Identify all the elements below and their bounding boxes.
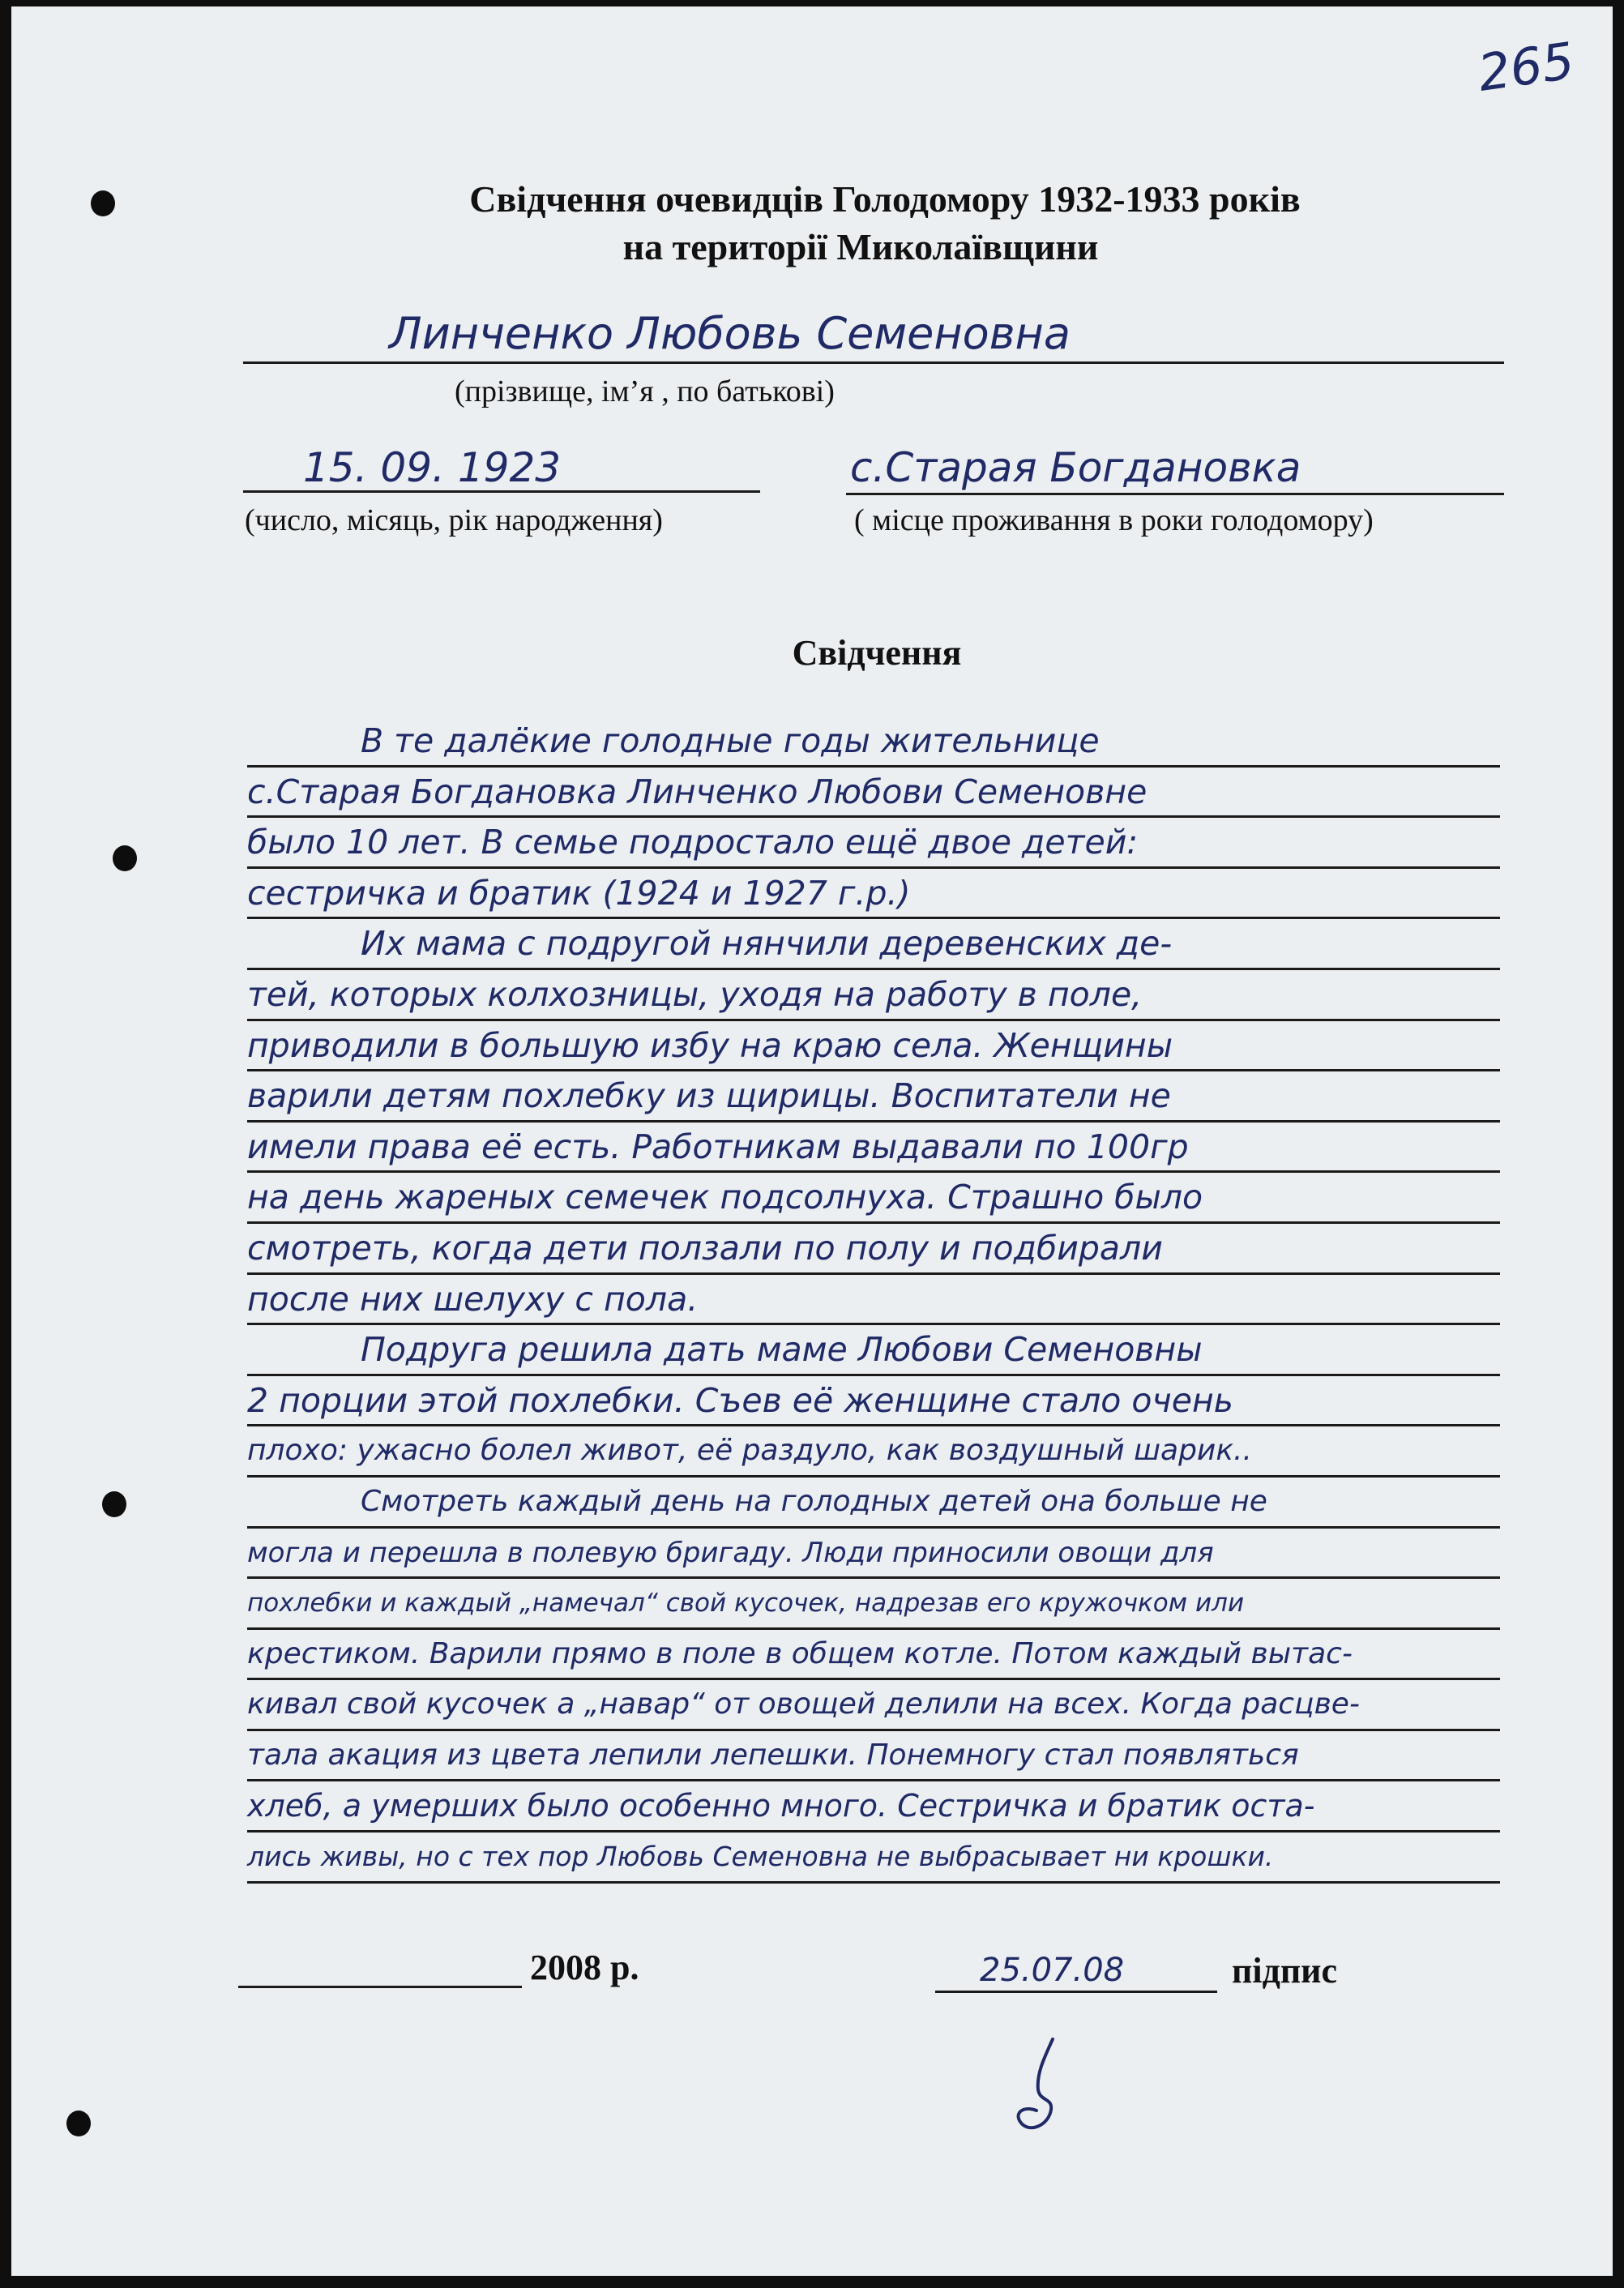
year-label: 2008 р. <box>530 1948 639 1987</box>
testimony-line: плохо: ужасно болел живот, её раздуло, как воздушный шарик.. <box>247 1426 1500 1478</box>
testimony-line: могла и перешла в полевую бригаду. Люди приносили овощи для <box>247 1529 1500 1580</box>
document-subtitle: на території Миколаївщини <box>622 226 1099 267</box>
birth-date-value: 15. 09. 1923 <box>303 444 562 491</box>
birth-date-underline <box>243 490 760 493</box>
testimony-line: на день жареных семечек подсолнуха. Страшно было <box>247 1173 1500 1224</box>
signature-label: підпис <box>1232 1951 1338 1991</box>
date-underline <box>935 1991 1217 1993</box>
testimony-line: с.Старая Богдановка Линченко Любови Семеновне <box>247 768 1500 819</box>
name-value: Линченко Любовь Семеновна <box>389 308 1071 359</box>
testimony-line: В те далёкие голодные годы жительнице <box>247 716 1500 768</box>
punch-hole <box>113 845 137 871</box>
testimony-line: Их мама с подругой нянчили деревенских де- <box>247 919 1500 970</box>
testimony-line: тей, которых колхозницы, уходя на работу в поле, <box>247 970 1500 1021</box>
birth-date-caption: (число, місяць, рік народження) <box>245 503 663 537</box>
testimony-line: приводили в большую избу на краю села. Женщины <box>247 1021 1500 1072</box>
testimony-line: сестричка и братик (1924 и 1927 г.р.) <box>247 869 1500 920</box>
document-page <box>11 6 1613 2276</box>
testimony-text <box>247 716 1500 1884</box>
residence-caption: ( місце проживання в роки голодомору) <box>854 503 1374 537</box>
residence-underline <box>846 493 1504 495</box>
testimony-line: 2 порции этой похлебки. Съев её женщине стало очень <box>247 1376 1500 1427</box>
date-value: 25.07.08 <box>980 1952 1125 1989</box>
testimony-line: варили детям похлебку из щирицы. Воспитатели не <box>247 1071 1500 1123</box>
name-underline <box>243 361 1504 364</box>
punch-hole <box>66 2111 91 2136</box>
testimony-line: крестиком. Варили прямо в поле в общем котле. Потом каждый вытас- <box>247 1630 1500 1681</box>
testimony-line: Подруга решила дать маме Любови Семеновны <box>247 1325 1500 1376</box>
testimony-line: Смотреть каждый день на голодных детей она больше не <box>247 1478 1500 1529</box>
testimony-line: лись живы, но с тех пор Любовь Семеновна не выбрасывает ни крошки. <box>247 1833 1500 1884</box>
document-title: Свідчення очевидців Голодомору 1932-1933 років <box>469 178 1301 220</box>
name-caption: (прізвище, ім’я , по батькові) <box>455 374 835 408</box>
punch-hole <box>102 1491 126 1517</box>
year-underline <box>238 1986 522 1988</box>
testimony-line: после них шелуху с пола. <box>247 1275 1500 1326</box>
testimony-line: кивал свой кусочек а „навар“ от овощей делили на всех. Когда расцве- <box>247 1680 1500 1731</box>
testimony-line: хлеб, а умерших было особенно много. Сестричка и братик оста- <box>247 1781 1500 1833</box>
testimony-line: смотреть, когда дети ползали по полу и подбирали <box>247 1224 1500 1275</box>
residence-value: с.Старая Богдановка <box>850 444 1301 491</box>
handwritten-signature <box>1004 2033 1093 2146</box>
testimony-line: было 10 лет. В семье подростало ещё двое детей: <box>247 818 1500 869</box>
archive-number: 265 <box>1474 31 1578 103</box>
testimony-line: похлебки и каждый „намечал“ свой кусочек, надрезав его кружочком или <box>247 1579 1500 1630</box>
testimony-line: тала акация из цвета лепили лепешки. Понемногу стал появляться <box>247 1731 1500 1782</box>
section-heading: Свідчення <box>792 633 962 673</box>
testimony-line: имели права её есть. Работникам выдавали по 100гр <box>247 1123 1500 1174</box>
